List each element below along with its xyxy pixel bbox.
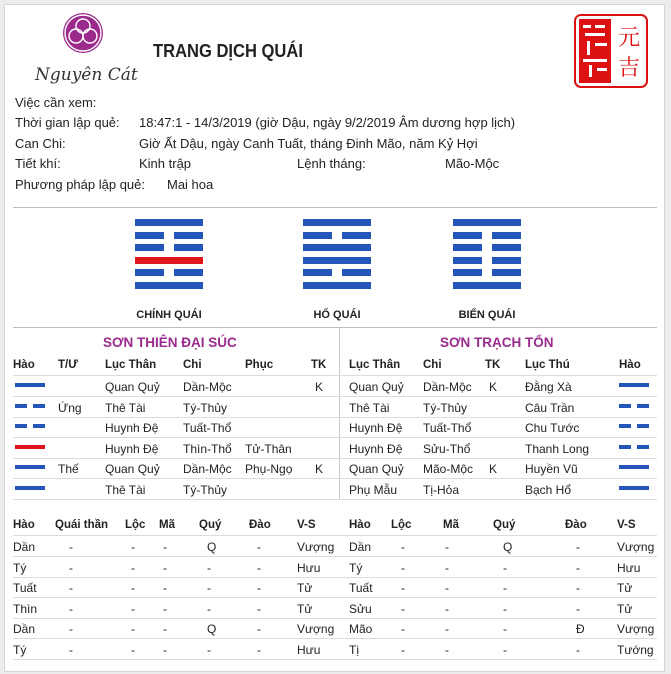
table-row[interactable] [13, 536, 657, 557]
table-row[interactable] [13, 479, 657, 500]
cell-loc: - [131, 540, 135, 554]
cell-r-lucthu: Chu Tước [525, 421, 580, 436]
hao-line-icon [619, 383, 649, 387]
cell-ma: - [163, 622, 167, 637]
cell-quaithan: - [69, 560, 73, 575]
hexagram-line [453, 257, 521, 264]
cell-dao: - [257, 622, 261, 637]
cell-loc: - [131, 643, 135, 657]
cell-r-lucthan: Phụ Mẫu [349, 483, 398, 497]
column-header: Lộc [391, 519, 412, 531]
column-header: Lục Thân [105, 359, 157, 371]
cell-vs: Tử [297, 601, 313, 616]
tietkhi-label: Tiết khí: [15, 156, 61, 171]
cell-lucthan: Quan Quỷ [105, 380, 160, 394]
cell-loc: - [131, 601, 135, 616]
cell-r-quy: - [503, 601, 507, 616]
thoigian-label: Thời gian lập quẻ: [15, 115, 120, 130]
cell-vs: Vượng [297, 540, 335, 554]
phuongphap-value: Mai hoa [167, 177, 214, 192]
column-header: Chi [423, 359, 442, 371]
cell-lucthan: Quan Quỷ [105, 462, 160, 477]
column-header: T/Ư [58, 359, 78, 371]
cell-chi: Tý-Thủy [183, 400, 228, 415]
hexagram-line [303, 269, 371, 276]
table-row[interactable] [13, 618, 657, 639]
cell-r-vs: Vượng [617, 622, 655, 637]
chinh-quai-name: SƠN THIÊN ĐẠI SÚC [103, 335, 237, 350]
cell-r-quy: - [503, 643, 507, 657]
cell-ma: - [163, 601, 167, 616]
hao-line-icon [15, 404, 45, 408]
cell-tu: Thế [58, 462, 79, 477]
cell-hao: Dần [13, 540, 36, 554]
column-header: V-S [297, 519, 316, 531]
cell-quy: Q [207, 622, 217, 637]
column-header: TK [485, 359, 501, 371]
cell-r-ma: - [445, 643, 449, 657]
column-header: Lục Thú [525, 359, 570, 371]
page-title: TRANG DỊCH QUÁI [153, 41, 303, 61]
cell-r-loc: - [401, 540, 405, 554]
cell-dao: - [257, 643, 261, 657]
column-header: Hào [13, 519, 35, 531]
cell-r-dao: - [576, 581, 580, 596]
table-row[interactable] [13, 376, 657, 397]
cell-lucthan: Thê Tài [105, 400, 146, 415]
hexagram-line [135, 269, 203, 276]
hexagram-line [135, 257, 203, 264]
cell-ma: - [163, 560, 167, 575]
cell-lucthan: Thê Tài [105, 483, 146, 497]
cell-r-chi: Tị-Hỏa [423, 483, 460, 497]
cell-r-loc: - [401, 622, 405, 637]
table-row[interactable] [13, 417, 657, 438]
cell-hao: Dần [13, 622, 36, 637]
hao-line-icon [619, 424, 649, 428]
hao-line-icon [15, 445, 45, 449]
hexagram[interactable] [135, 219, 203, 295]
table-row[interactable] [13, 458, 657, 479]
cell-chi: Dần-Mộc [183, 462, 232, 477]
column-header: V-S [617, 519, 636, 531]
table-header-row [13, 515, 657, 536]
cell-r-dao: - [576, 643, 580, 657]
hexagram-line [135, 244, 203, 251]
table-row[interactable] [13, 577, 657, 598]
cell-r-tk: K [489, 380, 498, 394]
cell-quaithan: - [69, 601, 73, 616]
brand-logo[interactable] [27, 11, 137, 91]
hexagram-line [453, 282, 521, 289]
column-header: Đào [249, 519, 271, 531]
cell-r-ma: - [445, 540, 449, 554]
cell-dao: - [257, 560, 261, 575]
cell-r-lucthu: Thanh Long [525, 441, 590, 456]
cell-r-quy: - [503, 622, 507, 637]
table-row[interactable] [13, 598, 657, 619]
lenhthang-value: Mão-Mộc [445, 156, 500, 171]
cell-ma: - [163, 643, 167, 657]
logo-text: Nguyên Cát [35, 65, 138, 85]
hexagram-line [303, 232, 371, 239]
cell-chi: Thìn-Thổ [183, 441, 232, 456]
divider [13, 327, 657, 328]
column-header: Lục Thân [349, 359, 401, 371]
cell-r-quy: - [503, 560, 507, 575]
hexagram-line [453, 232, 521, 239]
hao-line-icon [619, 445, 649, 449]
cell-quy: - [207, 560, 211, 575]
hexagram[interactable] [303, 219, 371, 295]
cell-dao: - [257, 581, 261, 596]
cell-ma: - [163, 540, 167, 554]
cell-r-lucthan: Thê Tài [349, 400, 390, 415]
cell-r-quy: - [503, 581, 507, 596]
hao-line-icon [619, 486, 649, 490]
lenhthang-label: Lệnh tháng: [297, 156, 366, 171]
cell-hao: Tuất [13, 581, 37, 596]
column-header: Quái thần [55, 519, 109, 531]
cell-quy: - [207, 581, 211, 596]
cell-r-lucthan: Huynh Đệ [349, 421, 403, 436]
cell-r-loc: - [401, 581, 405, 596]
column-header: Hào [13, 359, 35, 371]
bien-quai-name: SƠN TRẠCH TỔN [440, 335, 554, 350]
cell-quy: Q [207, 540, 217, 554]
cell-r-hao: Tý [349, 560, 363, 575]
phuongphap-label: Phương pháp lập quẻ: [15, 177, 145, 192]
cell-chi: Dần-Mộc [183, 380, 232, 394]
column-header: Mã [443, 519, 459, 531]
cell-quaithan: - [69, 540, 73, 554]
hao-line-icon [15, 424, 45, 428]
cell-lucthan: Huynh Đệ [105, 421, 159, 436]
cell-r-dao: Đ [576, 622, 585, 637]
column-header: Đào [565, 519, 587, 531]
table-row[interactable] [13, 397, 657, 418]
cell-r-chi: Dần-Mộc [423, 380, 472, 394]
svg-text:吉: 吉 [617, 56, 641, 81]
cell-r-ma: - [445, 622, 449, 637]
cell-r-vs: Hưu [617, 560, 641, 575]
cell-r-ma: - [445, 581, 449, 596]
table-header-row [13, 355, 657, 376]
seal-stamp-icon [573, 13, 649, 89]
cell-r-dao: - [576, 601, 580, 616]
hao-line-icon [15, 486, 45, 490]
cell-r-loc: - [401, 601, 405, 616]
cell-chi: Tuất-Thổ [183, 421, 232, 436]
hexagram-label: HỔ QUÁI [313, 309, 361, 321]
cell-r-lucthu: Huyền Vũ [525, 462, 578, 477]
hao-line-icon [619, 465, 649, 469]
cell-r-vs: Vượng [617, 540, 655, 554]
hexagram-line [303, 244, 371, 251]
hexagram-line [303, 257, 371, 264]
cell-r-lucthu: Đằng Xà [525, 380, 572, 394]
table-row[interactable] [13, 438, 657, 459]
column-header: Chi [183, 359, 202, 371]
column-header: Mã [159, 519, 175, 531]
cell-r-dao: - [576, 560, 580, 575]
divider [13, 207, 657, 208]
hexagram-line [453, 269, 521, 276]
cell-r-lucthu: Câu Trần [525, 400, 575, 415]
cell-r-loc: - [401, 643, 405, 657]
cell-phuc: Tử-Thân [245, 441, 292, 456]
column-header: Hào [619, 359, 641, 371]
hexagram-line [135, 232, 203, 239]
cell-loc: - [131, 581, 135, 596]
cell-r-hao: Mão [349, 622, 373, 637]
table-row[interactable] [13, 557, 657, 578]
cell-r-lucthan: Quan Quỷ [349, 380, 404, 394]
cell-quy: - [207, 643, 211, 657]
cell-quy: - [207, 601, 211, 616]
hexagram-line [135, 219, 203, 226]
cell-lucthan: Huynh Đệ [105, 441, 159, 456]
page-card [4, 4, 665, 672]
viec-label: Việc cần xem: [15, 95, 97, 110]
cell-vs: Hưu [297, 560, 321, 575]
cell-r-chi: Mão-Mộc [423, 462, 474, 477]
hao-line-icon [15, 383, 45, 387]
cell-quaithan: - [69, 581, 73, 596]
cell-r-chi: Tý-Thủy [423, 400, 468, 415]
cell-ma: - [163, 581, 167, 596]
cell-vs: Tử [297, 581, 313, 596]
cell-r-ma: - [445, 560, 449, 575]
cell-loc: - [131, 560, 135, 575]
cell-r-hao: Sửu [349, 601, 372, 616]
cell-hao: Tý [13, 560, 27, 575]
hexagram-line [135, 282, 203, 289]
hexagram-line [303, 282, 371, 289]
cell-r-chi: Tuất-Thổ [423, 421, 472, 436]
cell-hao: Tý [13, 643, 27, 657]
cell-vs: Vượng [297, 622, 335, 637]
hexagram-line [453, 219, 521, 226]
cell-dao: - [257, 540, 261, 554]
cell-r-tk: K [489, 462, 498, 477]
cell-dao: - [257, 601, 261, 616]
cell-vs: Hưu [297, 643, 321, 657]
cell-r-vs: Tướng [617, 643, 654, 657]
column-header: Hào [349, 519, 371, 531]
cell-quaithan: - [69, 643, 73, 657]
cell-r-lucthu: Bạch Hổ [525, 483, 572, 497]
cell-loc: - [131, 622, 135, 637]
cell-r-hao: Dần [349, 540, 372, 554]
cell-r-lucthan: Quan Quỷ [349, 462, 404, 477]
cell-tu: Ứng [58, 400, 82, 415]
cell-r-hao: Tuất [349, 581, 373, 596]
cell-r-quy: Q [503, 540, 513, 554]
cell-tk: K [315, 462, 324, 477]
canchi-value: Giờ Ất Dậu, ngày Canh Tuất, tháng Đinh Mão, năm Kỷ Hợi [139, 136, 478, 151]
hexagram-line [303, 219, 371, 226]
column-header: Lộc [125, 519, 146, 531]
cell-r-vs: Tử [617, 601, 633, 616]
table-row[interactable] [13, 639, 657, 660]
cell-r-dao: - [576, 540, 580, 554]
column-header: Quý [493, 519, 516, 531]
thoigian-value: 18:47:1 - 14/3/2019 (giờ Dậu, ngày 9/2/2019 Âm dương hợp lịch) [139, 115, 516, 130]
canchi-label: Can Chi: [15, 136, 66, 151]
tietkhi-value: Kinh trập [139, 156, 192, 171]
hao-line-icon [15, 465, 45, 469]
hexagram-line [453, 244, 521, 251]
hexagram-label: CHÍNH QUÁI [136, 309, 202, 321]
cell-r-chi: Sửu-Thổ [423, 441, 471, 456]
cell-r-hao: Tị [349, 643, 359, 657]
cell-r-vs: Tử [617, 581, 633, 596]
hexagram[interactable] [453, 219, 521, 295]
hexagram-label: BIẾN QUÁI [458, 309, 516, 321]
column-header: Phục [245, 359, 274, 371]
column-header: Quý [199, 519, 222, 531]
cell-chi: Tý-Thủy [183, 483, 228, 497]
cell-hao: Thìn [13, 601, 38, 616]
cell-r-ma: - [445, 601, 449, 616]
cell-quaithan: - [69, 622, 73, 637]
cell-phuc: Phụ-Ngọ [245, 462, 293, 477]
cell-r-lucthan: Huynh Đệ [349, 441, 403, 456]
cell-tk: K [315, 380, 324, 394]
logo-flower-icon [63, 13, 103, 53]
svg-text:元: 元 [617, 26, 641, 51]
cell-r-loc: - [401, 560, 405, 575]
hao-line-icon [619, 404, 649, 408]
column-header: TK [311, 359, 327, 371]
